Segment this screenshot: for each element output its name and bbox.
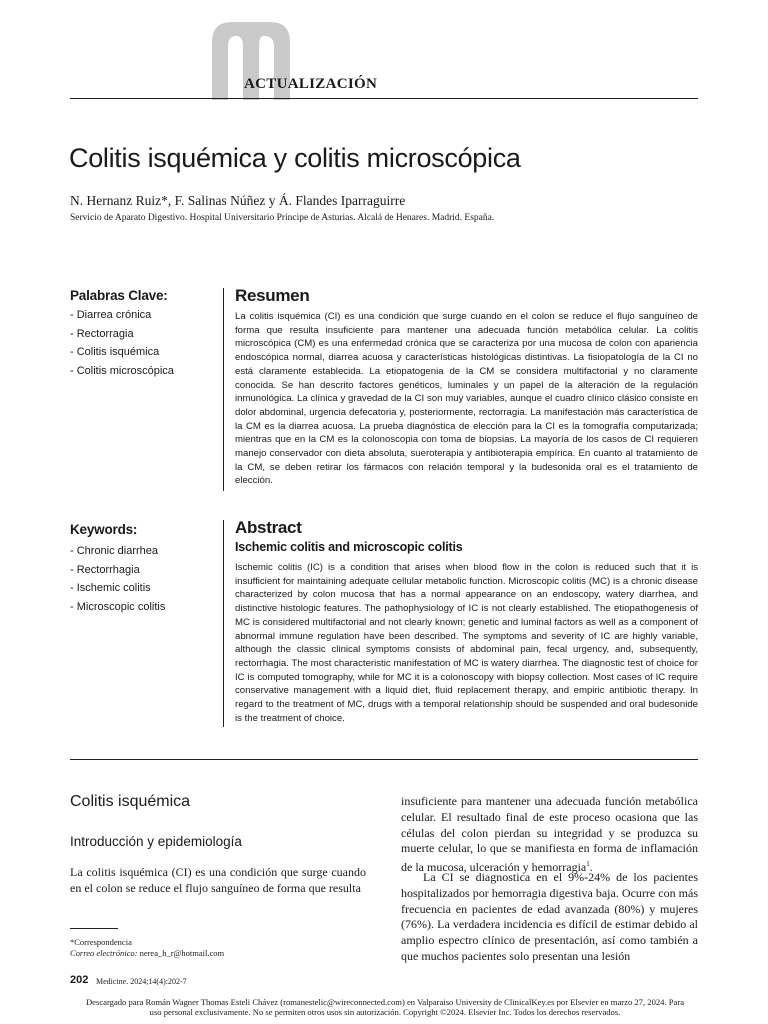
section-tag: ACTUALIZACIÓN (244, 76, 378, 92)
abstract-subtitle: Ischemic colitis and microscopic colitis (235, 540, 463, 554)
abstract-heading: Abstract (235, 518, 302, 537)
footnote-email-address[interactable]: nerea_h_r@hotmail.com (139, 948, 225, 958)
keyword-item: - Rectorragia (70, 327, 134, 340)
article-affiliation: Servicio de Aparato Digestivo. Hospital Universitario Príncipe de Asturias. Alcalá de Henares. Madrid. España. (70, 213, 495, 223)
footnote-email (70, 948, 224, 958)
article-title: Colitis isquémica y colitis microscópica (69, 143, 521, 173)
keywords-es-title: Palabras Clave: (70, 288, 168, 303)
body-paragraph-right-2: La CI se diagnostica en el 9%-24% de los pacientes hospitalizados por hemorragia digestiva baja. Ocurre con más frecuencia en pacientes de edad avanzada (80%) y mujeres (76%). La verdadera incidencia es difícil de estimar debido al amplio espectro clínico de presentación, así como también a que muchos pacientes solo presentan una lesión (401, 870, 698, 963)
keywords-en-list (70, 542, 165, 616)
resumen-divider (223, 288, 224, 491)
resumen-heading: Resumen (235, 286, 310, 305)
section-divider (70, 759, 698, 760)
keywords-es-list (70, 306, 174, 380)
resumen-body: La colitis isquémica (CI) es una condición que surge cuando en el colon se reduce el flujo sanguíneo de forma que resulta insuficiente para mantener una adecuada función metabólica celular. La colitis microscópica (CM) es una enfermedad crónica que se caracteriza por una mucosa de colon con apariencia endoscópica normal, diarrea acuosa y características histológicas distintivas. La fisiopatología de la CI no está claramente establecida. La etiopatogenia de la CM se considera multifactorial y no claramente conocida. Se han descrito factores genéticos, luminales y un papel de la alteración de la regulación inmunológica. La clínica y gravedad de la CI son muy variables, aunque el cuadro clínico clásico consiste en dolor abdominal, urgencia defecatoria y, posteriormente, rectorragia. La manifestación más característica de la CM es la diarrea acuosa. La prueba diagnóstica de elección para la CI es la tomografía computarizada; mientras que en la CM es la colonoscopia con toma de biopsias. La mayoría de los casos de CI requieren manejo conservador con dieta absoluta, sueroterapia y antibioterapia empírica. En cuanto al tratamiento de la CM, se deben retirar los fármacos con relación temporal y la budesonida oral es el tratamiento de elección. (235, 311, 698, 487)
article-authors: N. Hernanz Ruiz*, F. Salinas Núñez y Á. Flandes Iparraguirre (70, 193, 406, 208)
download-notice: Descargado para Román Wagner Thomas Esteli Chávez (romanestelic@wireconnected.com) en Valparaiso University de ClinicalKey.es por Elsevier en marzo 27, 2024. Para uso personal exclusivamente. No se permiten otros usos sin autorización. Copyright ©2024. Elsevier Inc. Todos los derechos reservados. (85, 997, 685, 1017)
paragraph-end: . (589, 860, 593, 875)
keyword-item: - Rectorrhagia (70, 563, 140, 576)
subsection-heading: Introducción y epidemiología (70, 834, 242, 849)
keyword-item: - Colitis microscópica (70, 364, 174, 377)
paragraph-text: insuficiente para mantener una adecuada función metabólica celular. El resultado final de este proceso ocasiona que las células del colon pierdan su integridad y se produzca su muerte celular, lo que se manifiesta en forma de inflamación de la mucosa, ulceración y hemorragia (401, 794, 698, 875)
keyword-item: - Ischemic colitis (70, 582, 151, 594)
footnote-divider (70, 928, 118, 929)
abstract-body: Ischemic colitis (IC) is a condition that arises when blood flow in the colon is reduced such that it is insufficient for maintaining adequate cellular metabolic function. Microscopic colitis (MC) is a chronic disease characterized by colon mucosa that has a normal appearance on an endoscopy, watery diarrhea, and distinctive histologic features. The pathophysiology of IC is not clearly established. The etiopathogenesis of MC is considered multifactorial and not clearly known; genetic and luminal factors as well as a component of abnormal immune regulation have been described. The symptoms and severity of IC are highly variable, although the classic clinical symptoms consists of abdominal pain, fecal urgency, and, subsequently, rectorrhagia. The most characteristic manifestation of MC is watery diarrhea. The diagnostic test of choice for IC is computed tomography, while for MC it is a colonoscopy with biopsy collection. Most cases of IC require conservative management with a liquid diet, fluid replacement therapy, and empiric antibiotic therapy. In regard to the treatment of MC, drugs with a temporal relationship should be suspended and oral budesonide is the treatment of choice. (235, 562, 698, 724)
keyword-item: - Colitis isquémica (70, 346, 160, 358)
body-paragraph-left: La colitis isquémica (CI) es una condición que surge cuando en el colon se reduce el flujo sanguíneo de forma que resulta (70, 865, 366, 895)
keyword-item: - Microscopic colitis (70, 600, 166, 613)
body-paragraph-right-1 (401, 794, 698, 876)
keyword-item: - Diarrea crónica (70, 309, 152, 321)
journal-citation: Medicine. 2024;14(4):202-7 (96, 977, 187, 986)
keywords-en-title: Keywords: (70, 522, 138, 537)
reference-marker[interactable]: 1 (586, 860, 590, 869)
section-heading: Colitis isquémica (70, 793, 191, 810)
header-divider (70, 98, 698, 99)
page-number: 202 (70, 974, 89, 986)
footnote-correspondence: *Correspondencia (70, 937, 132, 947)
keyword-item: - Chronic diarrhea (70, 545, 159, 557)
footnote-email-label: Correo electrónico: (70, 948, 138, 958)
abstract-divider (223, 520, 224, 727)
